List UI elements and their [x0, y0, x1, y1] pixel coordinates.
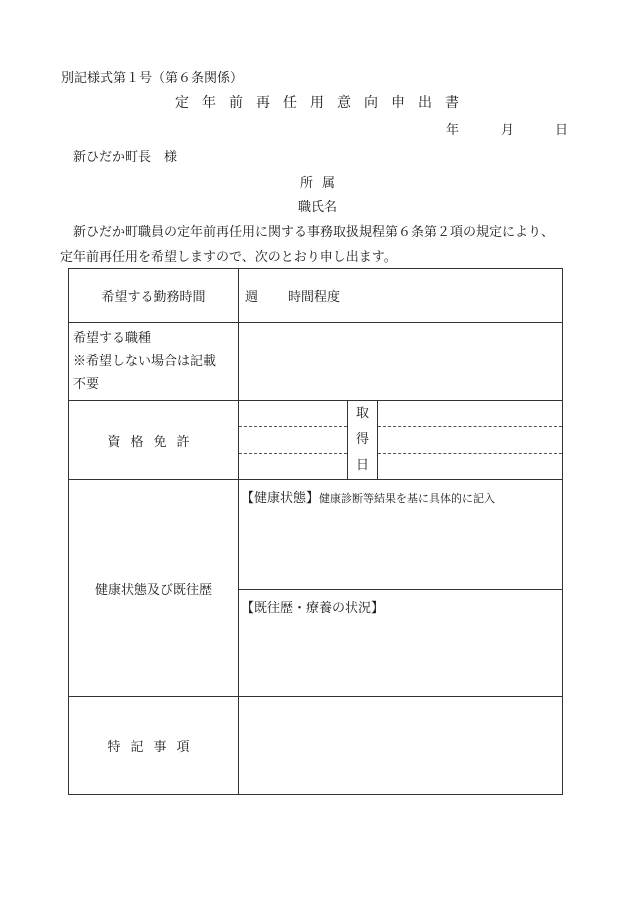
license-label: 資格免許 — [69, 401, 239, 480]
job-type-label-line2: ※希望しない場合は記載 — [73, 354, 217, 369]
form-reference: 別記様式第１号（第６条関係） — [61, 71, 244, 86]
date-line — [446, 119, 568, 138]
license-date-field-2[interactable] — [378, 427, 563, 453]
license-date-field-1[interactable] — [378, 401, 563, 427]
remarks-label: 特記事項 — [69, 697, 239, 795]
medical-history-field[interactable] — [239, 590, 563, 697]
obtain-char-2: 得 — [355, 432, 369, 447]
license-name-field-2[interactable] — [239, 427, 348, 453]
health-status-heading: 【健康状態】 — [241, 491, 320, 506]
affiliation-label: 所属 — [300, 176, 345, 191]
job-type-label — [69, 323, 239, 401]
addressee: 新ひだか町長 様 — [73, 150, 178, 165]
obtain-char-1: 取 — [355, 406, 369, 421]
body-text-line-2: 定年前再任用を希望しますので、次のとおり申し出ます。 — [60, 250, 397, 265]
license-name-field-1[interactable] — [239, 401, 348, 427]
application-form-table — [68, 268, 563, 795]
hours-label: 希望する勤務時間 — [69, 269, 239, 323]
health-status-note: 健康診断等結果を基に具体的に記入 — [319, 492, 496, 505]
hours-week: 週 — [245, 290, 259, 305]
job-type-label-line3: 不要 — [73, 377, 100, 392]
license-name-field-3[interactable] — [239, 453, 348, 479]
obtain-date-label — [348, 401, 378, 480]
health-status-field[interactable] — [239, 480, 563, 590]
obtain-char-3: 日 — [355, 458, 369, 473]
date-month: 月 — [501, 123, 515, 138]
job-type-label-line1: 希望する職種 — [73, 331, 152, 346]
hours-field[interactable] — [239, 269, 563, 323]
remarks-field[interactable] — [239, 697, 563, 795]
medical-history-heading: 【既往歴・療養の状況】 — [241, 601, 385, 616]
date-day: 日 — [555, 123, 569, 138]
body-text-line-1: 新ひだか町職員の定年前再任用に関する事務取扱規程第６条第２項の規定により、 — [73, 225, 555, 240]
date-year: 年 — [446, 123, 460, 138]
name-title-label: 職氏名 — [298, 200, 338, 215]
health-label: 健康状態及び既往歴 — [69, 480, 239, 697]
document-title: 定年前再任用意向申出書 — [175, 95, 472, 111]
license-date-field-3[interactable] — [378, 453, 563, 479]
job-type-field[interactable] — [239, 323, 563, 401]
hours-suffix: 時間程度 — [288, 290, 341, 305]
